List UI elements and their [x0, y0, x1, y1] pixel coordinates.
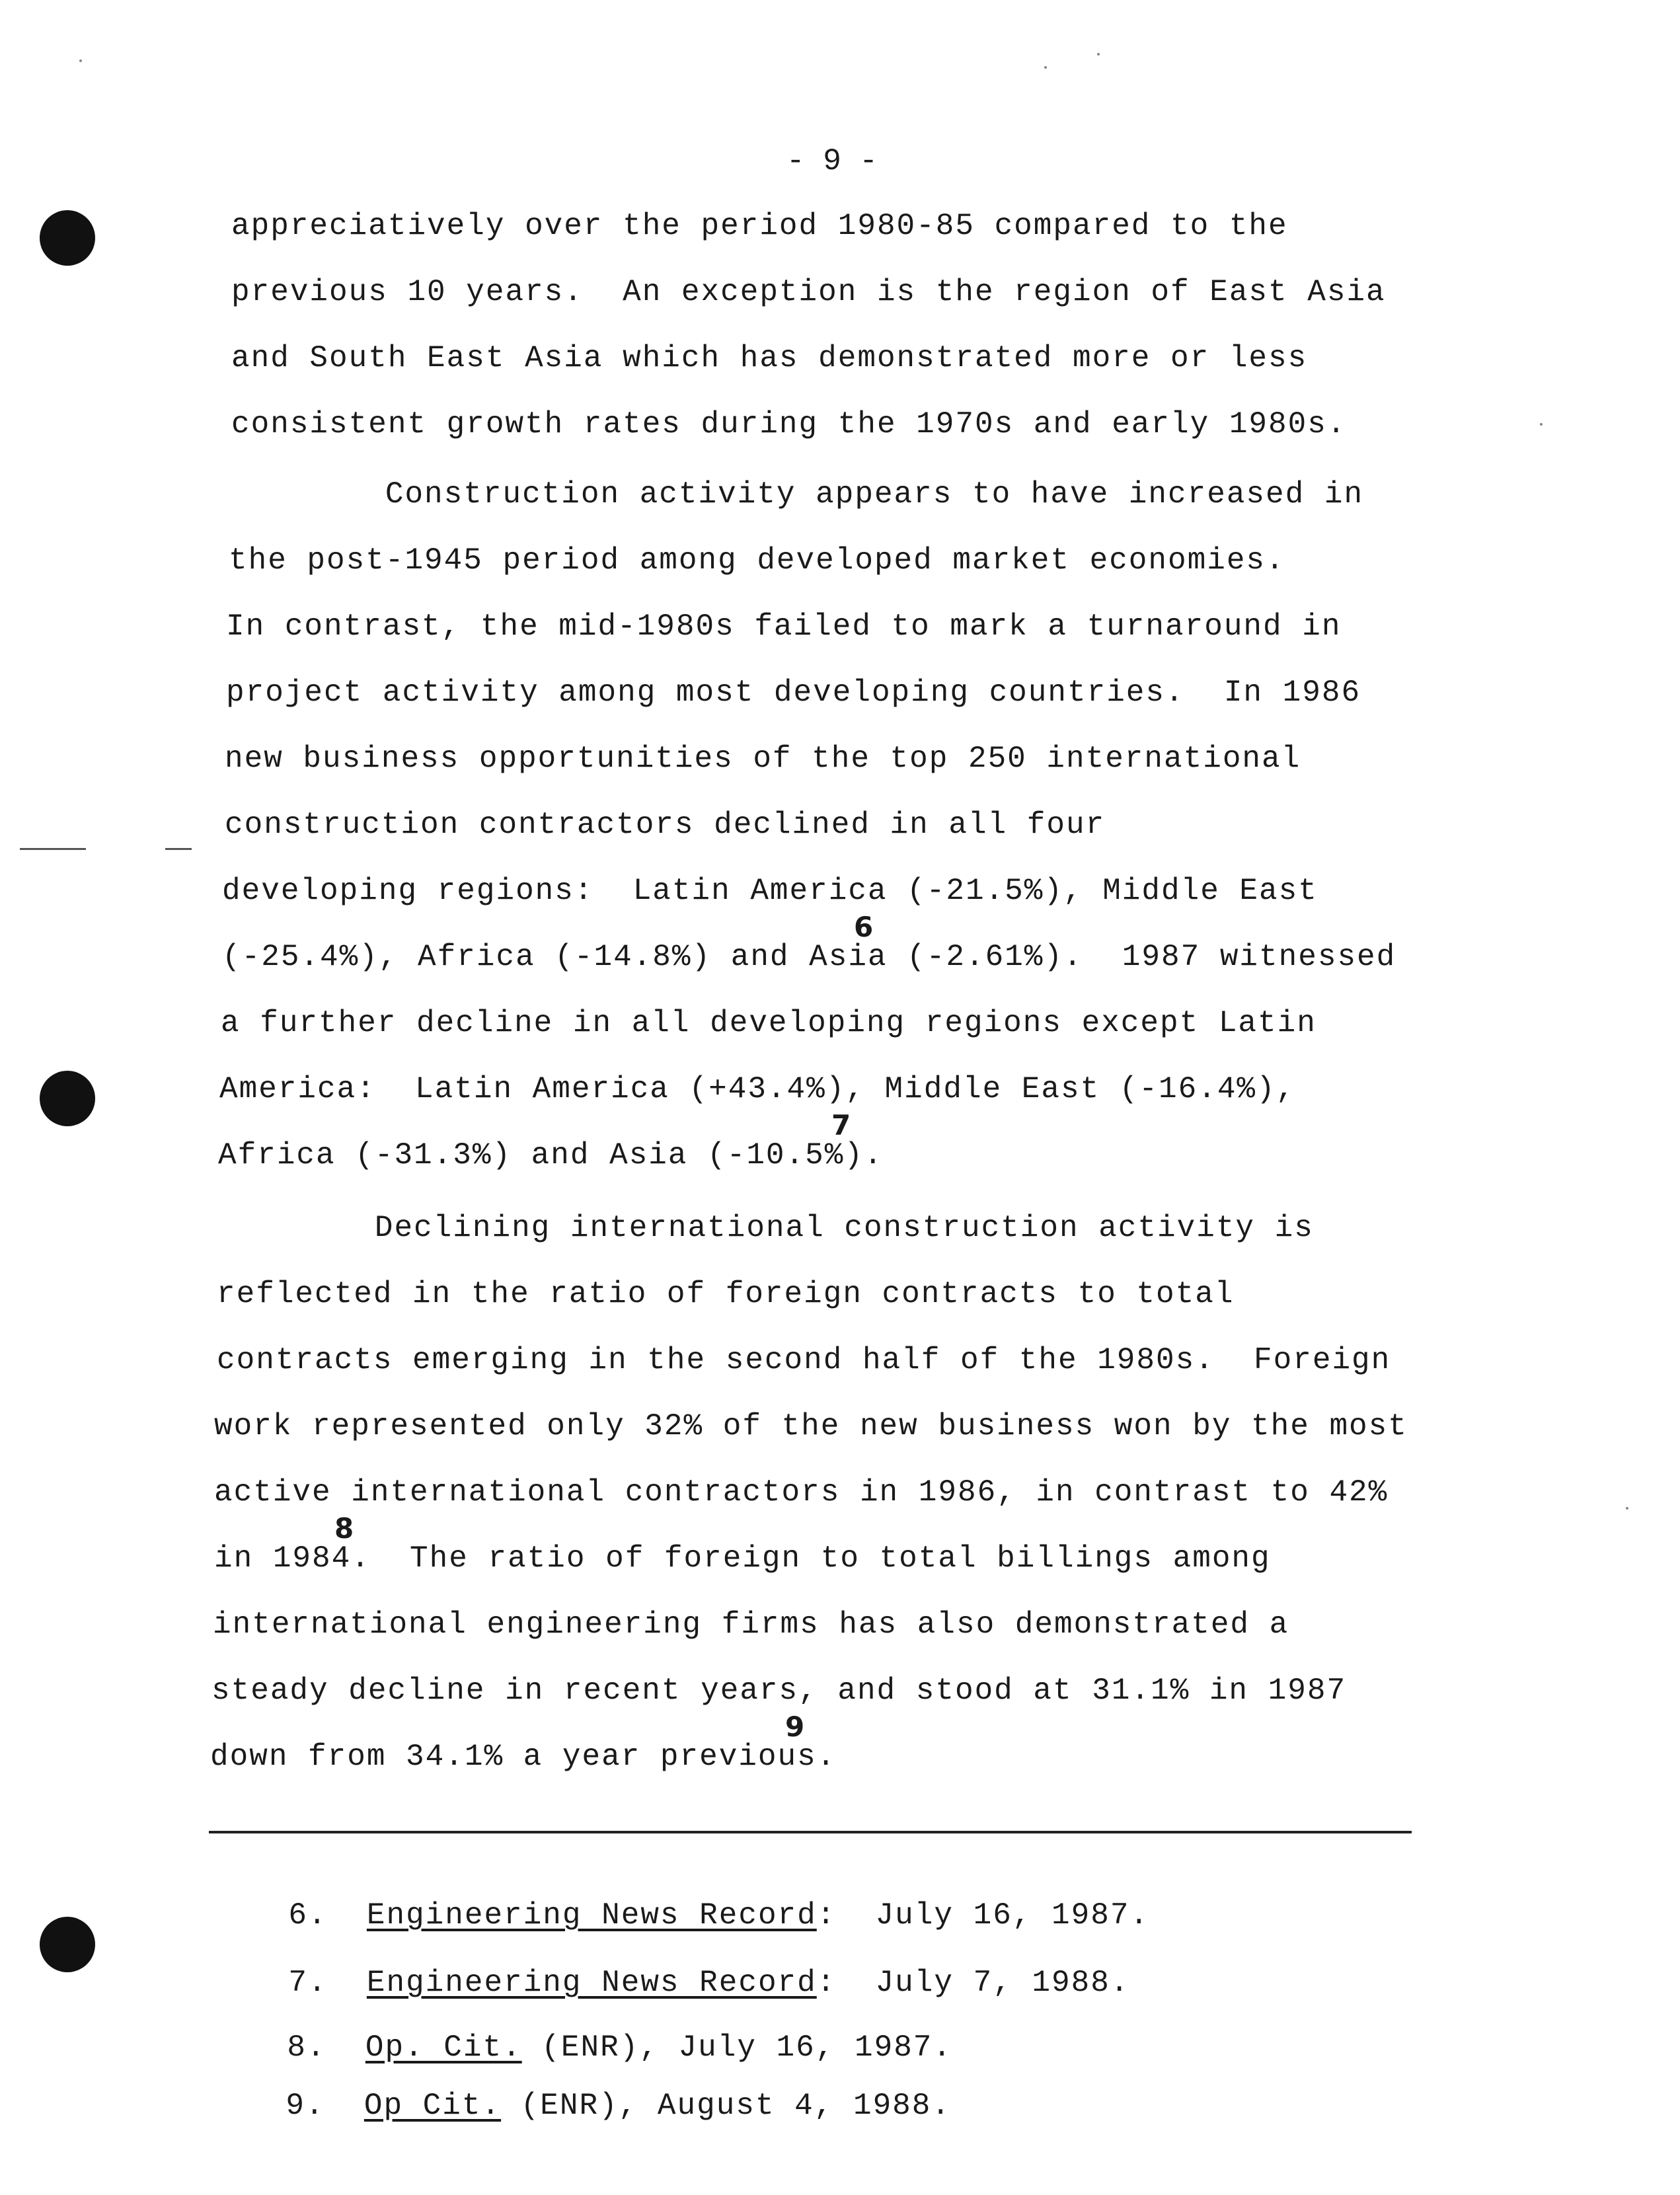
punch-hole-bottom: [40, 1917, 95, 1972]
body-line: in 1984. The ratio of foreign to total billings among: [214, 1541, 1271, 1576]
body-line: Africa (-31.3%) and Asia (-10.5%).: [218, 1138, 884, 1173]
footnote-source: Engineering News Record: [366, 1966, 817, 2000]
body-line: new business opportunities of the top 250 international: [225, 742, 1301, 776]
body-line: appreciatively over the period 1980-85 compared to the: [231, 209, 1288, 243]
footnote-separator-rule: [209, 1831, 1412, 1833]
footnote-number: 9.: [286, 2089, 325, 2123]
footnote-number: 6.: [288, 1898, 328, 1933]
body-line: active international contractors in 1986, in contrast to 42%: [214, 1475, 1389, 1510]
margin-dash: [165, 848, 192, 850]
footnote-marker: 9: [785, 1711, 805, 1743]
footnote-detail: : July 16, 1987.: [816, 1898, 1150, 1933]
body-line: Declining international construction activity is: [218, 1211, 1314, 1245]
footnote-marker: 8: [334, 1512, 354, 1545]
scan-speck: [1097, 53, 1100, 56]
body-line: the post-1945 period among developed market economies.: [229, 543, 1285, 578]
footnote-marker: 6: [854, 911, 874, 943]
scan-speck: [1540, 423, 1543, 426]
scan-speck: [1044, 66, 1047, 69]
page-number: - 9 -: [786, 144, 878, 178]
body-line: reflected in the ratio of foreign contracts to total: [217, 1277, 1235, 1311]
footnote-marker: 7: [831, 1109, 851, 1141]
footnote-source: Engineering News Record: [366, 1898, 817, 1933]
footnote-detail: (ENR), August 4, 1988.: [501, 2089, 951, 2123]
body-line: America: Latin America (+43.4%), Middle East (-16.4%),: [219, 1072, 1296, 1106]
scan-speck: [79, 59, 82, 62]
punch-hole-top: [40, 210, 95, 266]
body-line: steady decline in recent years, and stood at 31.1% in 1987: [211, 1674, 1347, 1708]
body-line: previous 10 years. An exception is the region of East Asia: [231, 275, 1386, 309]
body-line: and South East Asia which has demonstrated more or less: [231, 341, 1308, 375]
body-line: consistent growth rates during the 1970s and early 1980s.: [231, 407, 1347, 442]
body-line: In contrast, the mid-1980s failed to mark a turnaround in: [226, 609, 1342, 644]
body-line: Construction activity appears to have increased in: [229, 477, 1364, 512]
body-line: developing regions: Latin America (-21.5%), Middle East: [222, 874, 1318, 908]
body-line: contracts emerging in the second half of the 1980s. Foreign: [217, 1343, 1391, 1377]
body-line: a further decline in all developing regions except Latin: [221, 1006, 1317, 1040]
footnote: [208, 2046, 951, 2165]
footnote-source: Op Cit.: [363, 2089, 502, 2123]
footnote-number: 7.: [288, 1966, 328, 2000]
footnote-number: 8.: [287, 2030, 326, 2065]
footnote-detail: (ENR), July 16, 1987.: [521, 2030, 953, 2065]
body-line: (-25.4%), Africa (-14.8%) and Asia (-2.61%). 1987 witnessed: [222, 940, 1396, 974]
body-line: work represented only 32% of the new business won by the most: [214, 1409, 1408, 1444]
punch-hole-middle: [40, 1071, 95, 1126]
scan-speck: [1626, 1507, 1628, 1510]
body-line: project activity among most developing countries. In 1986: [226, 675, 1361, 710]
body-line: down from 34.1% a year previous.: [210, 1740, 837, 1774]
footnote-detail: : July 7, 1988.: [816, 1966, 1130, 2000]
footnote-source: Op. Cit.: [365, 2030, 522, 2065]
body-line: construction contractors declined in all four: [225, 808, 1106, 842]
body-line: international engineering firms has also demonstrated a: [213, 1607, 1289, 1642]
margin-dash: [20, 848, 86, 850]
